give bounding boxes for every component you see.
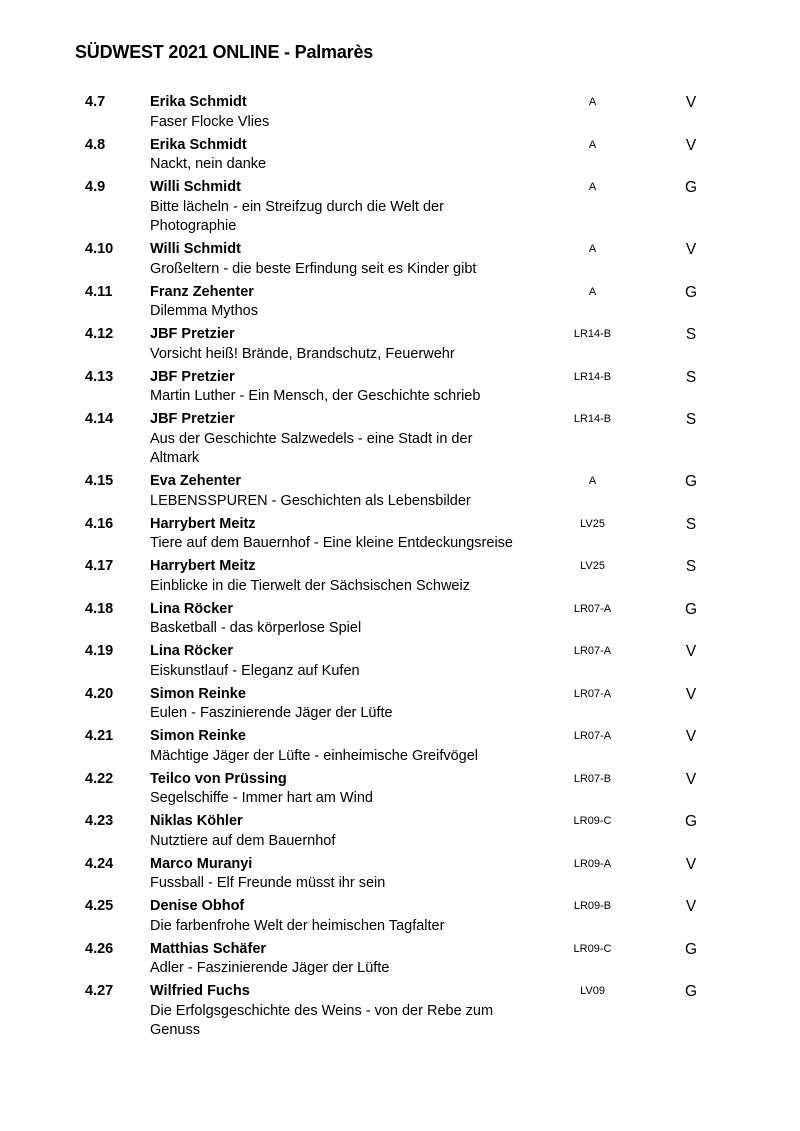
author-name: JBF Pretzier <box>150 368 235 385</box>
entry-main <box>150 240 570 279</box>
entry-main <box>150 600 570 639</box>
author-name: Lina Röcker <box>150 600 233 617</box>
list-item <box>85 600 775 639</box>
entry-main <box>150 93 570 132</box>
award-letter: V <box>685 855 697 873</box>
category-code: LR07-A <box>573 730 612 742</box>
work-title-line: Genuss <box>150 1022 200 1038</box>
award-letter: V <box>685 728 697 745</box>
list-item <box>85 325 775 364</box>
author-name: Niklas Köhler <box>150 813 243 829</box>
work-title-line: Dilemma Mythos <box>150 303 258 319</box>
author-name: Matthias Schäfer <box>150 940 267 957</box>
list-item <box>85 855 775 894</box>
entry-number: 4.10 <box>85 241 114 257</box>
author-name: JBF Pretzier <box>150 326 235 342</box>
author-name: JBF Pretzier <box>150 411 235 427</box>
author-name: Marco Muranyi <box>150 855 253 872</box>
list-item <box>85 897 775 936</box>
entry-number: 4.9 <box>85 179 106 195</box>
category-code: A <box>588 138 597 151</box>
entry-main <box>150 557 570 596</box>
award-letter: V <box>685 241 697 258</box>
author-name: Lina Röcker <box>150 643 233 659</box>
award-letter: S <box>685 368 697 386</box>
work-title-line: Vorsicht heiß! Brände, Brandschutz, Feuerwehr <box>150 345 455 362</box>
work-title-line: Eulen - Faszinierende Jäger der Lüfte <box>150 705 393 721</box>
award-letter: G <box>684 179 698 196</box>
author-name: Simon Reinke <box>150 728 246 744</box>
category-code: LV25 <box>580 560 605 572</box>
category-code: LR07-A <box>573 645 612 657</box>
award-letter: G <box>684 940 698 958</box>
category-code: LR09-C <box>573 815 612 827</box>
author-name: Willi Schmidt <box>150 241 241 257</box>
category-code: LR14-B <box>573 413 612 425</box>
entry-number: 4.7 <box>85 94 106 110</box>
list-item <box>85 557 775 596</box>
work-title-line: Martin Luther - Ein Mensch, der Geschichte schrieb <box>150 388 481 404</box>
work-title-line: Mächtige Jäger der Lüfte - einheimische Greifvögel <box>150 747 479 764</box>
work-title-line: Die farbenfrohe Welt der heimischen Tagfalter <box>150 917 445 934</box>
award-letter: S <box>685 411 697 428</box>
award-letter: S <box>685 326 697 343</box>
author-name: Franz Zehenter <box>150 283 254 300</box>
entry-number: 4.22 <box>85 770 114 787</box>
author-name: Harrybert Meitz <box>150 558 256 574</box>
work-title-line: Adler - Faszinierende Jäger der Lüfte <box>150 960 390 976</box>
entry-number: 4.26 <box>85 940 114 957</box>
entry-number: 4.15 <box>85 473 114 489</box>
entry-main <box>150 642 570 681</box>
award-letter: V <box>685 94 697 111</box>
entry-number: 4.12 <box>85 326 114 342</box>
work-title-line: Altmark <box>150 450 200 466</box>
list-item <box>85 368 775 407</box>
entry-number: 4.16 <box>85 515 114 532</box>
entry-number: 4.8 <box>85 136 106 153</box>
entry-main <box>150 515 570 554</box>
entry-main <box>150 897 570 936</box>
entry-main <box>150 685 570 724</box>
page-title: SÜDWEST 2021 ONLINE - Palmarès <box>75 42 374 62</box>
entry-number: 4.13 <box>85 368 114 385</box>
entry-number: 4.25 <box>85 898 114 914</box>
author-name: Wilfried Fuchs <box>150 983 250 999</box>
award-letter: G <box>684 983 698 1000</box>
category-code: LR07-A <box>573 687 612 700</box>
entry-main <box>150 472 570 511</box>
entry-main <box>150 325 570 364</box>
work-title-line: Eiskunstlauf - Eleganz auf Kufen <box>150 662 360 679</box>
category-code: LR14-B <box>573 370 612 383</box>
award-letter: S <box>685 558 697 575</box>
category-code: LV09 <box>580 985 605 997</box>
category-code: A <box>588 475 597 487</box>
author-name: Denise Obhof <box>150 898 245 914</box>
entry-number: 4.19 <box>85 643 114 659</box>
category-code: LR07-A <box>573 602 612 615</box>
category-code: LR07-B <box>573 772 612 785</box>
list-item <box>85 982 775 1041</box>
category-code: LR09-A <box>573 857 612 870</box>
work-title-line: Tiere auf dem Bauernhof - Eine kleine Entdeckungsreise <box>150 535 513 551</box>
entry-number: 4.17 <box>85 558 114 574</box>
award-letter: G <box>684 813 698 830</box>
work-title-line: Großeltern - die beste Erfindung seit es Kinder gibt <box>150 260 477 277</box>
award-letter: S <box>685 515 697 533</box>
list-item <box>85 136 775 175</box>
entry-number: 4.18 <box>85 600 114 617</box>
entry-number: 4.27 <box>85 983 114 999</box>
category-code: LR09-B <box>573 900 612 912</box>
category-code: A <box>588 181 597 193</box>
list-item <box>85 642 775 681</box>
work-title-line: Einblicke in die Tierwelt der Sächsischen Schweiz <box>150 577 470 594</box>
entry-main <box>150 940 570 979</box>
category-code: LV25 <box>580 517 605 530</box>
category-code: LR09-C <box>573 942 612 955</box>
palmares-list <box>85 93 775 1044</box>
award-letter: V <box>685 898 697 915</box>
entry-main <box>150 368 570 407</box>
work-title-line: Photographie <box>150 218 237 234</box>
entry-main <box>150 178 570 237</box>
award-letter: G <box>684 473 698 490</box>
list-item <box>85 410 775 469</box>
award-letter: G <box>684 600 698 618</box>
category-code: LR14-B <box>573 328 612 340</box>
list-item <box>85 283 775 322</box>
category-code: A <box>588 96 597 108</box>
author-name: Teilco von Prüssing <box>150 770 287 787</box>
entry-number: 4.14 <box>85 411 114 427</box>
award-letter: V <box>685 643 697 660</box>
work-title-line: Basketball - das körperlose Spiel <box>150 620 362 636</box>
entry-main <box>150 727 570 766</box>
list-item <box>85 727 775 766</box>
award-letter: G <box>684 283 698 301</box>
entry-main <box>150 410 570 469</box>
award-letter: V <box>685 136 697 154</box>
entry-number: 4.20 <box>85 685 114 702</box>
award-letter: V <box>685 770 697 788</box>
work-title-line: Nackt, nein danke <box>150 156 267 172</box>
author-name: Erika Schmidt <box>150 94 247 110</box>
work-title-line: Faser Flocke Vlies <box>150 113 270 130</box>
list-item <box>85 240 775 279</box>
entry-main <box>150 855 570 894</box>
author-name: Simon Reinke <box>150 685 246 702</box>
entry-number: 4.23 <box>85 813 114 829</box>
list-item <box>85 770 775 809</box>
author-name: Willi Schmidt <box>150 179 241 195</box>
work-title-line: Die Erfolgsgeschichte des Weins - von der Rebe zum <box>150 1002 494 1019</box>
list-item <box>85 812 775 851</box>
work-title-line: Nutztiere auf dem Bauernhof <box>150 832 336 849</box>
list-item <box>85 685 775 724</box>
list-item <box>85 93 775 132</box>
author-name: Harrybert Meitz <box>150 515 256 532</box>
work-title-line: Fussball - Elf Freunde müsst ihr sein <box>150 875 386 891</box>
author-name: Erika Schmidt <box>150 136 247 153</box>
list-item <box>85 515 775 554</box>
list-item <box>85 178 775 237</box>
list-item <box>85 940 775 979</box>
entry-main <box>150 136 570 175</box>
entry-main <box>150 770 570 809</box>
category-code: A <box>588 243 597 255</box>
category-code: A <box>588 285 597 298</box>
entry-number: 4.21 <box>85 728 114 744</box>
entry-main <box>150 812 570 851</box>
entry-number: 4.24 <box>85 855 114 872</box>
work-title-line: LEBENSSPUREN - Geschichten als Lebensbilder <box>150 492 471 509</box>
entry-main <box>150 283 570 322</box>
list-item <box>85 472 775 511</box>
work-title-line: Segelschiffe - Immer hart am Wind <box>150 790 373 806</box>
work-title-line: Aus der Geschichte Salzwedels - eine Stadt in der <box>150 430 473 447</box>
work-title-line: Bitte lächeln - ein Streifzug durch die Welt der <box>150 198 444 215</box>
award-letter: V <box>685 685 697 703</box>
entry-main <box>150 982 570 1041</box>
entry-number: 4.11 <box>85 283 113 300</box>
author-name: Eva Zehenter <box>150 473 242 489</box>
